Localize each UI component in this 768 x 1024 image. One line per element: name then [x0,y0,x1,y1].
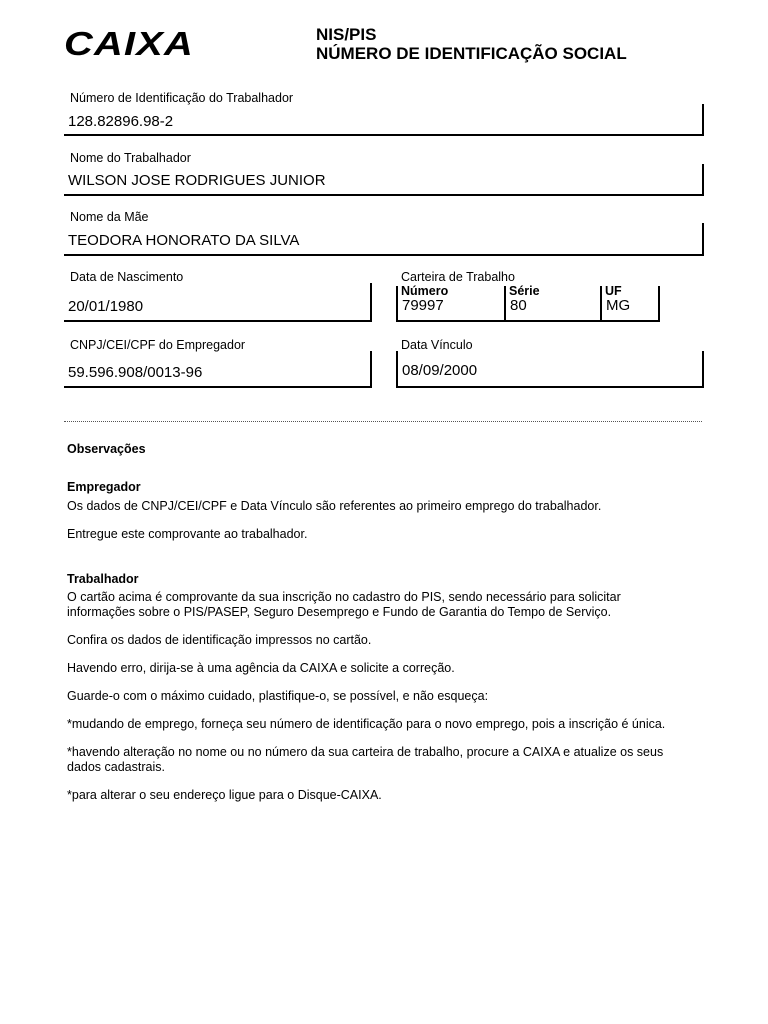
mother-name-label: Nome da Mãe [70,210,149,224]
mother-name-value: TEODORA HONORATO DA SILVA [68,232,300,249]
worker-paragraph-2: Confira os dados de identificação impressos no cartão. [67,633,372,647]
employer-id-label: CNPJ/CEI/CPF do Empregador [70,338,246,352]
worker-paragraph-1-line-1: O cartão acima é comprovante da sua inscrição no cadastro do PIS, sendo necessário para solicitar [67,590,621,604]
worker-name-label: Nome do Trabalhador [70,151,191,165]
nit-value: 128.82896.98-2 [68,113,174,130]
employer-paragraph-2: Entregue este comprovante ao trabalhador. [67,527,308,541]
employer-heading: Empregador [67,480,141,494]
employer-paragraph-1: Os dados de CNPJ/CEI/CPF e Data Vínculo são referentes ao primeiro emprego do trabalhador. [67,499,602,513]
birth-date-label: Data de Nascimento [70,270,184,284]
bond-date-value: 08/09/2000 [402,362,478,379]
work-card-series-label: Série [509,284,540,298]
worker-paragraph-5: *mudando de emprego, forneça seu número de identificação para o novo emprego, pois a inscrição é única. [67,717,666,731]
worker-paragraph-1-line-2: informações sobre o PIS/PASEP, Seguro Desemprego e Fundo de Garantia do Tempo de Serviço. [67,605,612,619]
work-card-uf-field [600,286,660,322]
worker-paragraph-6-line-2: dados cadastrais. [67,760,165,774]
work-card-number-value: 79997 [402,297,444,314]
worker-heading: Trabalhador [67,572,139,586]
work-card-label: Carteira de Trabalho [401,270,515,284]
birth-date-field [64,283,372,322]
work-card-number-field [396,286,506,322]
work-card-number-label: Número [401,284,449,298]
worker-paragraph-6-line-1: *havendo alteração no nome ou no número da sua carteira de trabalho, procure a CAIXA e atualize os seus [67,745,664,759]
employer-id-field [64,351,372,388]
mother-name-field [64,223,704,256]
bond-date-label: Data Vínculo [401,338,473,352]
caixa-logo [64,26,196,60]
document-title-line2: NÚMERO DE IDENTIFICAÇÃO SOCIAL [316,44,627,63]
nit-label: Número de Identificação do Trabalhador [70,91,294,105]
work-card-series-field [504,286,602,322]
birth-date-value: 20/01/1980 [68,298,144,315]
dotted-separator [64,421,702,422]
worker-paragraph-4: Guarde-o com o máximo cuidado, plastifique-o, se possível, e não esqueça: [67,689,489,703]
worker-name-field [64,164,704,196]
logo-text: CAIXA [64,26,194,60]
work-card-uf-label: UF [605,284,622,298]
bond-date-field [396,351,704,388]
nit-field [64,104,704,136]
work-card-uf-value: MG [606,297,631,314]
employer-id-value: 59.596.908/0013-96 [68,364,203,381]
work-card-series-value: 80 [510,297,527,314]
worker-paragraph-3: Havendo erro, dirija-se à uma agência da CAIXA e solicite a correção. [67,661,455,675]
worker-name-value: WILSON JOSE RODRIGUES JUNIOR [68,172,326,189]
observations-title: Observações [67,442,146,456]
document-title-line1: NIS/PIS [316,25,377,44]
worker-paragraph-7: *para alterar o seu endereço ligue para o Disque-CAIXA. [67,788,382,802]
